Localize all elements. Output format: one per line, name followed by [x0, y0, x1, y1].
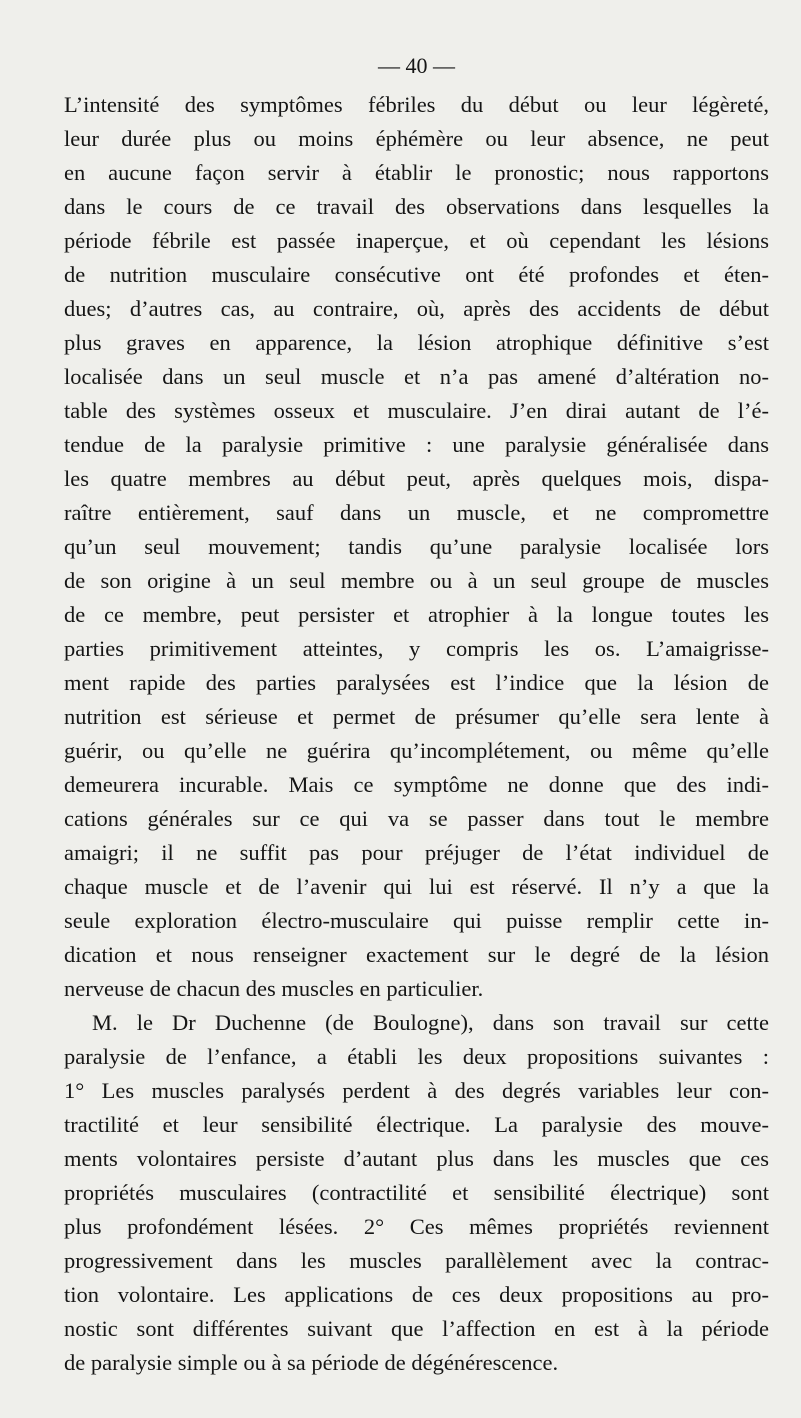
text-line: tendue de la paralysie primitive : une paralysie généralisée dans — [64, 432, 769, 457]
text-line: tion volontaire. Les applications de ces deux propositions au pro- — [64, 1282, 769, 1307]
text-line: chaque muscle et de l’avenir qui lui est réservé. Il n’y a que la — [64, 874, 769, 899]
text-line: 1° Les muscles paralysés perdent à des degrés variables leur con- — [64, 1078, 769, 1103]
text-line: les quatre membres au début peut, après quelques mois, dispa- — [64, 466, 769, 491]
text-line: de nutrition musculaire consécutive ont été profondes et éten- — [64, 262, 769, 287]
text-line: période fébrile est passée inaperçue, et où cependant les lésions — [64, 228, 769, 253]
text-line: de son origine à un seul membre ou à un seul groupe de muscles — [64, 568, 769, 593]
text-line: de paralysie simple ou à sa période de dégénérescence. — [64, 1350, 559, 1375]
text-line: propriétés musculaires (contractilité et sensibilité électrique) sont — [64, 1180, 769, 1205]
text-line: plus profondément lésées. 2° Ces mêmes propriétés reviennent — [64, 1214, 769, 1239]
text-line: qu’un seul mouvement; tandis qu’une paralysie localisée lors — [64, 534, 769, 559]
text-line: localisée dans un seul muscle et n’a pas amené d’altération no- — [64, 364, 769, 389]
text-line: L’intensité des symptômes fébriles du début ou leur légèreté, — [64, 92, 769, 117]
text-line: nostic sont différentes suivant que l’affection en est à la période — [64, 1316, 769, 1341]
page-number: — 40 — — [378, 53, 455, 78]
text-line: paralysie de l’enfance, a établi les deux propositions suivantes : — [64, 1044, 769, 1069]
text-line: nerveuse de chacun des muscles en particulier. — [64, 976, 484, 1001]
text-line: cations générales sur ce qui va se passer dans tout le membre — [64, 806, 769, 831]
text-line: tractilité et leur sensibilité électrique. La paralysie des mouve- — [64, 1112, 769, 1137]
text-line: progressivement dans les muscles parallèlement avec la contrac- — [64, 1248, 769, 1273]
paragraph-2 — [64, 1006, 769, 1380]
paragraph-1 — [64, 88, 769, 1006]
text-line: guérir, ou qu’elle ne guérira qu’incomplétement, ou même qu’elle — [64, 738, 769, 763]
text-line: en aucune façon servir à établir le pronostic; nous rapportons — [64, 160, 769, 185]
text-line: table des systèmes osseux et musculaire. J’en dirai autant de l’é- — [64, 398, 769, 423]
text-line: dication et nous renseigner exactement sur le degré de la lésion — [64, 942, 769, 967]
text-line: leur durée plus ou moins éphémère ou leur absence, ne peut — [64, 126, 769, 151]
text-line: ments volontaires persiste d’autant plus dans les muscles que ces — [64, 1146, 769, 1171]
text-line: ment rapide des parties paralysées est l’indice que la lésion de — [64, 670, 769, 695]
text-line: amaigri; il ne suffit pas pour préjuger de l’état individuel de — [64, 840, 769, 865]
text-line: plus graves en apparence, la lésion atrophique définitive s’est — [64, 330, 769, 355]
text-line: parties primitivement atteintes, y compris les os. L’amaigrisse- — [64, 636, 769, 661]
text-line: dues; d’autres cas, au contraire, où, après des accidents de début — [64, 296, 769, 321]
text-line: nutrition est sérieuse et permet de présumer qu’elle sera lente à — [64, 704, 769, 729]
text-line: M. le Dr Duchenne (de Boulogne), dans son travail sur cette — [92, 1010, 769, 1035]
text-line: raître entièrement, sauf dans un muscle, et ne compromettre — [64, 500, 769, 525]
text-line: demeurera incurable. Mais ce symptôme ne donne que des indi- — [64, 772, 769, 797]
text-line: seule exploration électro-musculaire qui puisse remplir cette in- — [64, 908, 769, 933]
text-line: de ce membre, peut persister et atrophier à la longue toutes les — [64, 602, 769, 627]
text-line: dans le cours de ce travail des observations dans lesquelles la — [64, 194, 769, 219]
